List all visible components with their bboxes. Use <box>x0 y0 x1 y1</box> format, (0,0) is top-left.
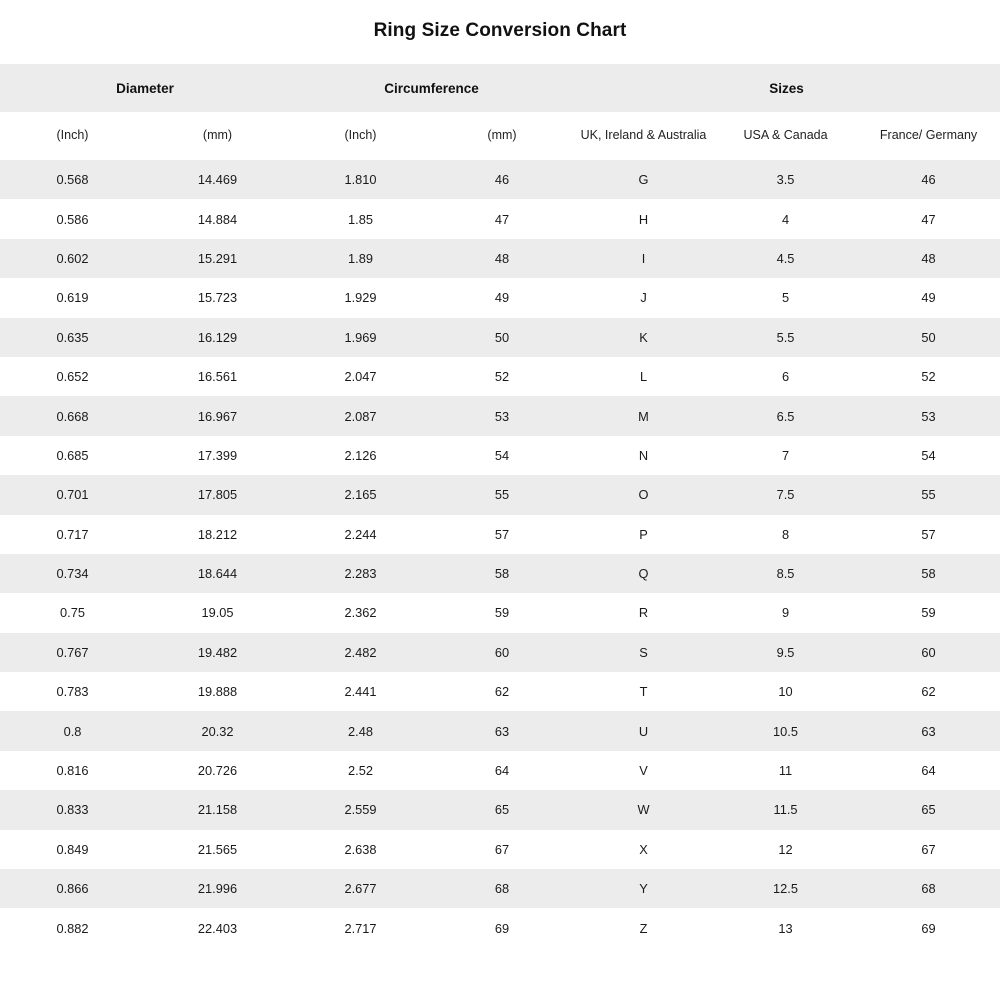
table-cell: 0.602 <box>0 239 145 278</box>
group-header-sizes: Sizes <box>573 64 1000 112</box>
table-row <box>0 436 1000 475</box>
table-row <box>0 475 1000 514</box>
table-cell: 4.5 <box>714 239 857 278</box>
table-group-header-row <box>0 64 1000 112</box>
table-cell: 2.362 <box>290 593 431 632</box>
table-row <box>0 869 1000 908</box>
table-cell: 21.158 <box>145 790 290 829</box>
table-cell: 50 <box>431 318 573 357</box>
table-cell: K <box>573 318 714 357</box>
table-cell: 58 <box>857 554 1000 593</box>
table-row <box>0 751 1000 790</box>
table-cell: 16.967 <box>145 396 290 435</box>
table-cell: 8 <box>714 515 857 554</box>
table-cell: Q <box>573 554 714 593</box>
sub-header-usa-canada: USA & Canada <box>714 112 857 160</box>
table-cell: 49 <box>431 278 573 317</box>
table-cell: J <box>573 278 714 317</box>
sub-header-uk-ireland-australia: UK, Ireland & Australia <box>573 112 714 160</box>
sub-header-diameter-inch: (Inch) <box>0 112 145 160</box>
table-cell: 2.441 <box>290 672 431 711</box>
table-cell: 2.48 <box>290 711 431 750</box>
table-cell: 2.52 <box>290 751 431 790</box>
table-cell: 55 <box>431 475 573 514</box>
table-cell: 67 <box>857 830 1000 869</box>
table-cell: 0.586 <box>0 199 145 238</box>
table-cell: 22.403 <box>145 908 290 947</box>
table-cell: 13 <box>714 908 857 947</box>
table-cell: 10 <box>714 672 857 711</box>
table-row <box>0 554 1000 593</box>
table-cell: 63 <box>431 711 573 750</box>
table-cell: 2.559 <box>290 790 431 829</box>
table-cell: 18.644 <box>145 554 290 593</box>
table-cell: 0.734 <box>0 554 145 593</box>
sub-header-circumference-inch: (Inch) <box>290 112 431 160</box>
table-cell: R <box>573 593 714 632</box>
table-cell: 10.5 <box>714 711 857 750</box>
table-cell: X <box>573 830 714 869</box>
table-cell: 54 <box>431 436 573 475</box>
table-cell: 0.866 <box>0 869 145 908</box>
table-cell: 15.291 <box>145 239 290 278</box>
group-header-circumference: Circumference <box>290 64 573 112</box>
table-cell: 53 <box>431 396 573 435</box>
table-cell: 59 <box>857 593 1000 632</box>
group-header-diameter: Diameter <box>0 64 290 112</box>
table-cell: 57 <box>431 515 573 554</box>
table-row <box>0 711 1000 750</box>
table-cell: 0.849 <box>0 830 145 869</box>
table-row <box>0 790 1000 829</box>
table-cell: 62 <box>431 672 573 711</box>
table-cell: 0.619 <box>0 278 145 317</box>
table-cell: 47 <box>431 199 573 238</box>
table-cell: 19.888 <box>145 672 290 711</box>
sub-header-diameter-mm: (mm) <box>145 112 290 160</box>
table-cell: O <box>573 475 714 514</box>
table-cell: 60 <box>857 633 1000 672</box>
table-cell: 12 <box>714 830 857 869</box>
table-row <box>0 318 1000 357</box>
table-cell: 16.129 <box>145 318 290 357</box>
table-cell: 0.882 <box>0 908 145 947</box>
table-row <box>0 830 1000 869</box>
table-cell: T <box>573 672 714 711</box>
table-cell: 64 <box>431 751 573 790</box>
table-cell: 2.087 <box>290 396 431 435</box>
table-cell: 2.717 <box>290 908 431 947</box>
table-row <box>0 908 1000 947</box>
table-cell: 0.701 <box>0 475 145 514</box>
table-cell: 52 <box>431 357 573 396</box>
table-cell: 67 <box>431 830 573 869</box>
table-row <box>0 672 1000 711</box>
table-cell: 21.996 <box>145 869 290 908</box>
table-cell: 0.816 <box>0 751 145 790</box>
table-cell: 0.635 <box>0 318 145 357</box>
table-cell: 3.5 <box>714 160 857 199</box>
table-cell: 7 <box>714 436 857 475</box>
table-cell: 60 <box>431 633 573 672</box>
table-cell: 55 <box>857 475 1000 514</box>
table-row <box>0 357 1000 396</box>
table-cell: 0.783 <box>0 672 145 711</box>
table-cell: 69 <box>857 908 1000 947</box>
table-cell: W <box>573 790 714 829</box>
table-cell: 50 <box>857 318 1000 357</box>
table-cell: 53 <box>857 396 1000 435</box>
table-row <box>0 515 1000 554</box>
table-cell: 19.05 <box>145 593 290 632</box>
table-cell: M <box>573 396 714 435</box>
table-cell: I <box>573 239 714 278</box>
ring-size-conversion-table <box>0 64 1000 948</box>
table-cell: 12.5 <box>714 869 857 908</box>
table-cell: 62 <box>857 672 1000 711</box>
table-cell: 2.482 <box>290 633 431 672</box>
table-cell: 63 <box>857 711 1000 750</box>
table-cell: 2.165 <box>290 475 431 514</box>
table-cell: 48 <box>431 239 573 278</box>
table-header <box>0 64 1000 160</box>
table-cell: 1.929 <box>290 278 431 317</box>
table-cell: 2.283 <box>290 554 431 593</box>
table-cell: 1.969 <box>290 318 431 357</box>
table-cell: 57 <box>857 515 1000 554</box>
table-cell: 11 <box>714 751 857 790</box>
table-cell: U <box>573 711 714 750</box>
table-cell: 47 <box>857 199 1000 238</box>
table-row <box>0 160 1000 199</box>
table-cell: 11.5 <box>714 790 857 829</box>
table-cell: V <box>573 751 714 790</box>
table-cell: 7.5 <box>714 475 857 514</box>
table-cell: 65 <box>857 790 1000 829</box>
table-cell: 0.8 <box>0 711 145 750</box>
table-cell: N <box>573 436 714 475</box>
table-cell: H <box>573 199 714 238</box>
table-cell: 59 <box>431 593 573 632</box>
sub-header-circumference-mm: (mm) <box>431 112 573 160</box>
table-cell: 0.767 <box>0 633 145 672</box>
table-sub-header-row <box>0 112 1000 160</box>
table-cell: 17.399 <box>145 436 290 475</box>
table-cell: 2.126 <box>290 436 431 475</box>
table-cell: 68 <box>431 869 573 908</box>
table-cell: 2.244 <box>290 515 431 554</box>
table-cell: 5 <box>714 278 857 317</box>
table-cell: 58 <box>431 554 573 593</box>
table-cell: 46 <box>857 160 1000 199</box>
table-cell: 46 <box>431 160 573 199</box>
table-cell: 0.833 <box>0 790 145 829</box>
table-cell: 6.5 <box>714 396 857 435</box>
table-cell: L <box>573 357 714 396</box>
table-cell: P <box>573 515 714 554</box>
table-row <box>0 199 1000 238</box>
table-row <box>0 633 1000 672</box>
table-cell: 0.652 <box>0 357 145 396</box>
table-cell: 48 <box>857 239 1000 278</box>
table-cell: 4 <box>714 199 857 238</box>
table-cell: 9 <box>714 593 857 632</box>
table-cell: 2.677 <box>290 869 431 908</box>
table-cell: 64 <box>857 751 1000 790</box>
table-row <box>0 396 1000 435</box>
table-cell: 8.5 <box>714 554 857 593</box>
table-cell: 5.5 <box>714 318 857 357</box>
table-cell: 15.723 <box>145 278 290 317</box>
table-cell: 2.638 <box>290 830 431 869</box>
table-cell: 14.469 <box>145 160 290 199</box>
table-row <box>0 239 1000 278</box>
table-cell: 54 <box>857 436 1000 475</box>
table-cell: 1.89 <box>290 239 431 278</box>
table-cell: 0.685 <box>0 436 145 475</box>
table-cell: 20.32 <box>145 711 290 750</box>
table-row <box>0 278 1000 317</box>
table-cell: 9.5 <box>714 633 857 672</box>
table-cell: 0.717 <box>0 515 145 554</box>
table-cell: S <box>573 633 714 672</box>
table-cell: 1.810 <box>290 160 431 199</box>
table-cell: 6 <box>714 357 857 396</box>
table-cell: 18.212 <box>145 515 290 554</box>
table-cell: 65 <box>431 790 573 829</box>
table-cell: 20.726 <box>145 751 290 790</box>
table-cell: 14.884 <box>145 199 290 238</box>
table-cell: Z <box>573 908 714 947</box>
table-cell: 16.561 <box>145 357 290 396</box>
sub-header-france-germany: France/ Germany <box>857 112 1000 160</box>
table-body <box>0 160 1000 948</box>
table-cell: 0.668 <box>0 396 145 435</box>
table-cell: 52 <box>857 357 1000 396</box>
table-cell: 0.75 <box>0 593 145 632</box>
table-cell: Y <box>573 869 714 908</box>
table-cell: 17.805 <box>145 475 290 514</box>
table-cell: 19.482 <box>145 633 290 672</box>
table-cell: 21.565 <box>145 830 290 869</box>
table-cell: 68 <box>857 869 1000 908</box>
table-cell: G <box>573 160 714 199</box>
table-cell: 49 <box>857 278 1000 317</box>
table-row <box>0 593 1000 632</box>
table-cell: 69 <box>431 908 573 947</box>
table-cell: 2.047 <box>290 357 431 396</box>
page-title: Ring Size Conversion Chart <box>373 20 627 41</box>
table-cell: 1.85 <box>290 199 431 238</box>
table-cell: 0.568 <box>0 160 145 199</box>
